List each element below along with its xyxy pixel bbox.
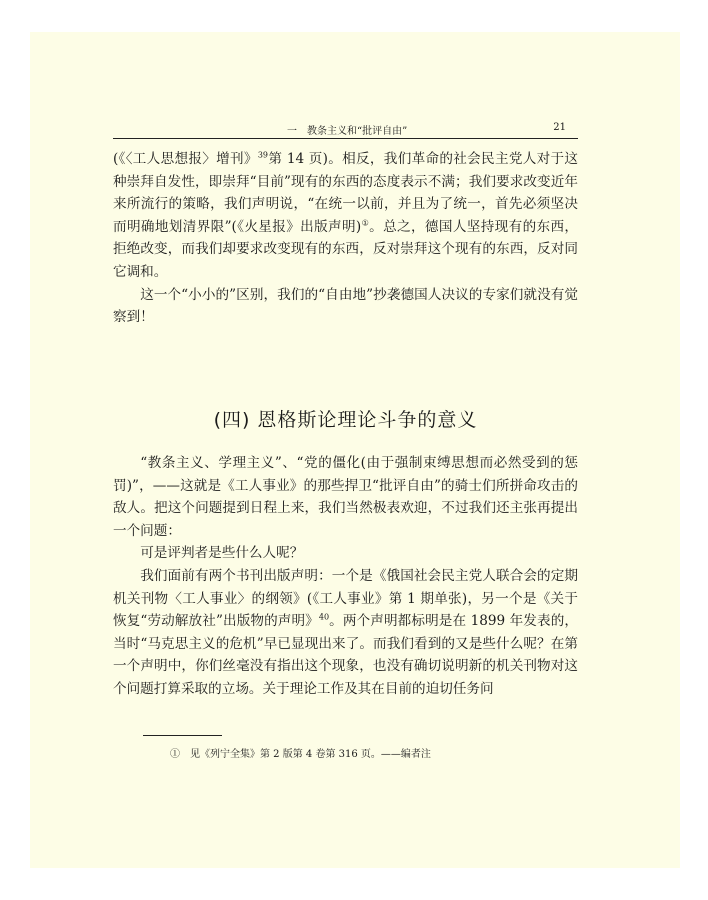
endnote-ref: 40 [318, 612, 330, 622]
paragraph [113, 148, 578, 284]
text-run: 第 14 页)。相反，我们革命的社会民主党人对于这种崇拜自发性，即崇拜“目前”现有的东西的态度表示不满；我们要求改变近年来所流行的策略，我们声明说，“在统一以前，并且为了统一，首先必须坚决而明确地划清界限”(《火星报》出版声明) [113, 151, 579, 235]
header-title: 一 教条主义和“批评自由” [287, 126, 408, 137]
text-run: 。总之，德国人坚持现有的东西，拒绝改变，而我们却要求改变现有的东西，反对崇拜这个现有的东西，反对同它调和。 [113, 218, 579, 280]
text-run: 。两个声明都标明是在 1899 年发表的，当时“马克思主义的危机”早已显现出来了。而我们看到的又是些什么呢？在第一个声明中，你们丝毫没有指出这个现象，也没有确切说明新的机关刊物对这个问题打算采取的立场。关于理论工作及其在目前的迫切任务问 [113, 613, 578, 697]
footnote-divider [143, 735, 222, 736]
text-run: (《〈工人思想报〉增刊》 [113, 151, 258, 167]
running-header [113, 119, 578, 139]
paragraph: 这一个“小小的”区别，我们的“自由地”抄袭德国人决议的专家们就没有觉察到！ [113, 286, 578, 326]
endnote-ref: 39 [257, 150, 269, 160]
paragraph [113, 565, 578, 701]
body-text-section2 [113, 452, 578, 701]
text-run: 我们面前有两个书刊出版声明：一个是《俄国社会民主党人联合会的定期机关刊物〈工人事业〉的纲领》(《工人事业》第 1 期单张)，另一个是《关于恢复“劳动解放社”出版物的声明》 [113, 567, 578, 630]
paragraph: 可是评判者是些什么人呢？ [140, 545, 304, 562]
footnote-ref: ① [361, 218, 370, 228]
page-number: 21 [553, 122, 566, 133]
body-text-section1 [113, 148, 578, 329]
footnote: ① 见《列宁全集》第 2 版第 4 卷第 316 页。——编者注 [170, 749, 431, 760]
paragraph: “教条主义、学理主义”、“党的僵化(由于强制束缚思想而必然受到的惩罚)”，——这就是《工人事业》的那些捍卫“批评自由”的骑士们所拼命攻击的敌人。把这个问题提到日程上来，我们当然极表欢迎，不过我们还主张再提出一个问题： [113, 455, 578, 539]
section-heading: (四) 恩格斯论理论斗争的意义 [213, 409, 478, 431]
